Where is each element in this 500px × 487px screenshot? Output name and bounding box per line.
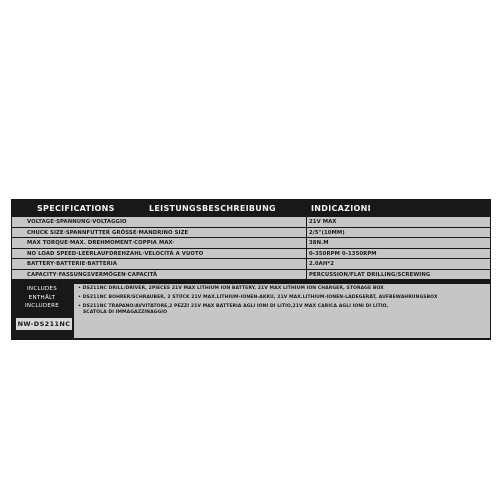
table-header (11, 199, 491, 216)
spec-label: NO LOAD SPEED·LEERLAUFDREHZAHL·VELOCITÀ A VUOTO (27, 250, 204, 257)
spec-rows (12, 217, 490, 280)
includes-label-de: ENTHÄLT (28, 294, 56, 301)
spec-row-capacity (12, 270, 490, 281)
includes-label-it: INCLUDERE (24, 303, 60, 309)
includes-label-block (12, 284, 72, 338)
spec-label: BATTERY·BATTERIE·BATTERIA (27, 261, 118, 267)
header-indicazioni: INDICAZIONI (311, 204, 371, 213)
column-divider (306, 217, 307, 283)
spec-label: CHUCK SIZE·SPANNFUTTER GRÖSSE·MANDRINO SIZE (27, 229, 189, 236)
spec-value: 21V MAX (309, 219, 337, 225)
spec-table (11, 199, 491, 340)
spec-value: PERCUSSION/FLAT DRILLING/SCREWING (309, 271, 431, 278)
includes-section (12, 284, 490, 338)
spec-value: 38N.M (309, 240, 329, 246)
spec-row-no-load-speed (12, 249, 490, 260)
header-specifications: SPECIFICATIONS (37, 204, 115, 213)
includes-label-en: INCLUDES (27, 286, 57, 292)
spec-label: MAX TORQUE·MAX. DREHMOMENT·COPPIA MAX· (27, 240, 175, 246)
spec-value: 2/5"(10MM) (309, 229, 345, 236)
spec-row-max-torque (12, 238, 490, 249)
includes-item-it: • DS211NC TRAPANO/AVVITATORE,2 PEZZI 21V MAX BATTERIA AGLI IONI DI LITIO,21V MAX CARICA AGLI IONI DI LITIO, SCATOLA DI IMMAGAZZINAGGIO (78, 304, 389, 315)
spec-label: CAPACITY·FASSUNGSVERMÖGEN·CAPACITÀ (27, 271, 158, 278)
includes-list (74, 284, 490, 338)
spec-row-chuck-size (12, 228, 490, 239)
spec-value: 0-350RPM 0-1350RPM (309, 250, 377, 257)
model-badge: NW-DS211NC (17, 320, 71, 328)
header-leistungsbeschreibung: LEISTUNGSBESCHREIBUNG (149, 204, 276, 213)
spec-value: 2.0AH*2 (309, 261, 335, 267)
spec-row-voltage (12, 217, 490, 228)
includes-item-de: • DS211NC BOHRER/SCHRAUBER, 2 STÜCK 21V MAX.LITHIUM-IONEN-AKKU, 21V MAX.LITHIUM-IONEN-LADEGERÄT, AUFBEWAHRUNGSBOX (78, 295, 438, 300)
includes-item-en: • DS211NC DRILL/DRIVER, 2PIECES 21V MAX LITHIUM ION BATTERY, 21V MAX LITHIUM ION CHARGER, STORAGE BOX (78, 286, 384, 291)
spec-label: VOLTAGE·SPANNUNG·VOLTAGGIO (27, 219, 127, 225)
spec-row-battery (12, 259, 490, 270)
